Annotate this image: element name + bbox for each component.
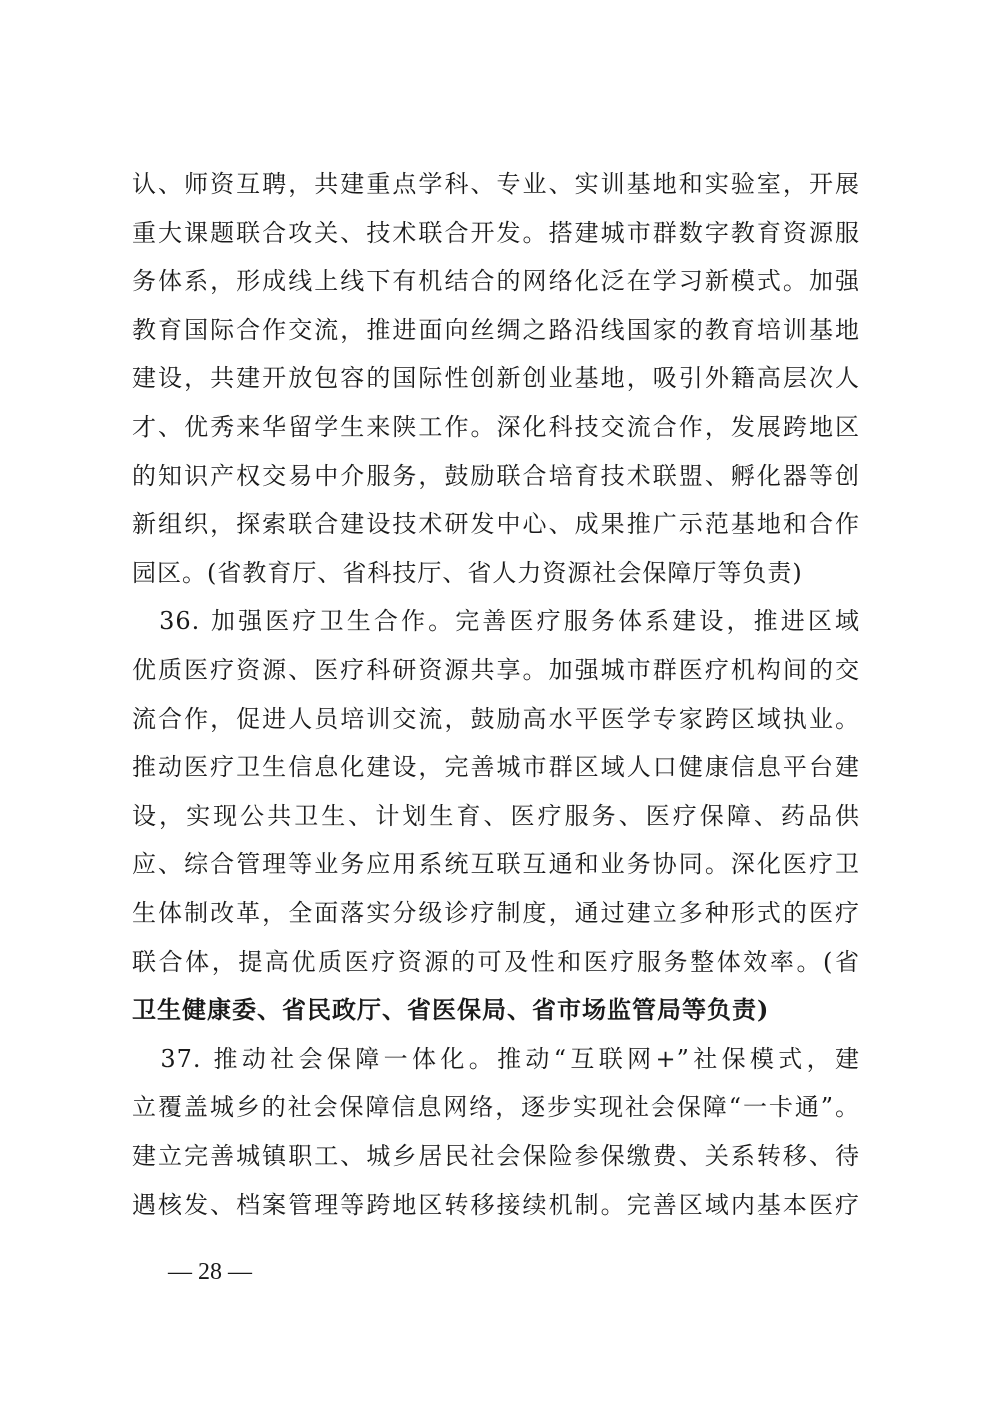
text-line: 设，实现公共卫生、计划生育、医疗服务、医疗保障、药品供 [132, 802, 860, 830]
text-line: 认、师资互聘，共建重点学科、专业、实训基地和实验室，开展 [132, 170, 860, 198]
text-line: 园区。(省教育厅、省科技厅、省人力资源社会保障厅等负责) [132, 559, 803, 587]
page-number: — 28 — [168, 1259, 252, 1285]
text-line: 应、综合管理等业务应用系统互联互通和业务协同。深化医疗卫 [132, 850, 860, 878]
text-line: 37. 推动社会保障一体化。推动“互联网+”社保模式，建 [132, 1045, 860, 1073]
text-line: 建立完善城镇职工、城乡居民社会保险参保缴费、关系转移、待 [132, 1142, 860, 1170]
text-line: 务体系，形成线上线下有机结合的网络化泛在学习新模式。加强 [132, 267, 860, 295]
text-line: 生体制改革，全面落实分级诊疗制度，通过建立多种形式的医疗 [132, 899, 860, 927]
text-line: 教育国际合作交流，推进面向丝绸之路沿线国家的教育培训基地 [132, 316, 860, 344]
text-line: 才、优秀来华留学生来陕工作。深化科技交流合作，发展跨地区 [132, 413, 860, 441]
text-line: 重大课题联合攻关、技术联合开发。搭建城市群数字教育资源服 [132, 219, 860, 247]
text-line: 联合体，提高优质医疗资源的可及性和医疗服务整体效率。(省 [132, 948, 860, 976]
text-line: 36. 加强医疗卫生合作。完善医疗服务体系建设，推进区域 [132, 607, 860, 635]
text-line: 立覆盖城乡的社会保障信息网络，逐步实现社会保障“一卡通”。 [132, 1093, 860, 1121]
text-line: 的知识产权交易中介服务，鼓励联合培育技术联盟、孵化器等创 [132, 462, 860, 490]
text-line: 建设，共建开放包容的国际性创新创业基地，吸引外籍高层次人 [132, 364, 860, 392]
text-line: 新组织，探索联合建设技术研发中心、成果推广示范基地和合作 [132, 510, 860, 538]
text-line: 推动医疗卫生信息化建设，完善城市群区域人口健康信息平台建 [132, 753, 860, 781]
text-line: 流合作，促进人员培训交流，鼓励高水平医学专家跨区域执业。 [132, 705, 860, 733]
text-line: 优质医疗资源、医疗科研资源共享。加强城市群医疗机构间的交 [132, 656, 860, 684]
text-line: 卫生健康委、省民政厅、省医保局、省市场监管局等负责) [132, 995, 770, 1024]
text-line: 遇核发、档案管理等跨地区转移接续机制。完善区域内基本医疗 [132, 1191, 860, 1219]
